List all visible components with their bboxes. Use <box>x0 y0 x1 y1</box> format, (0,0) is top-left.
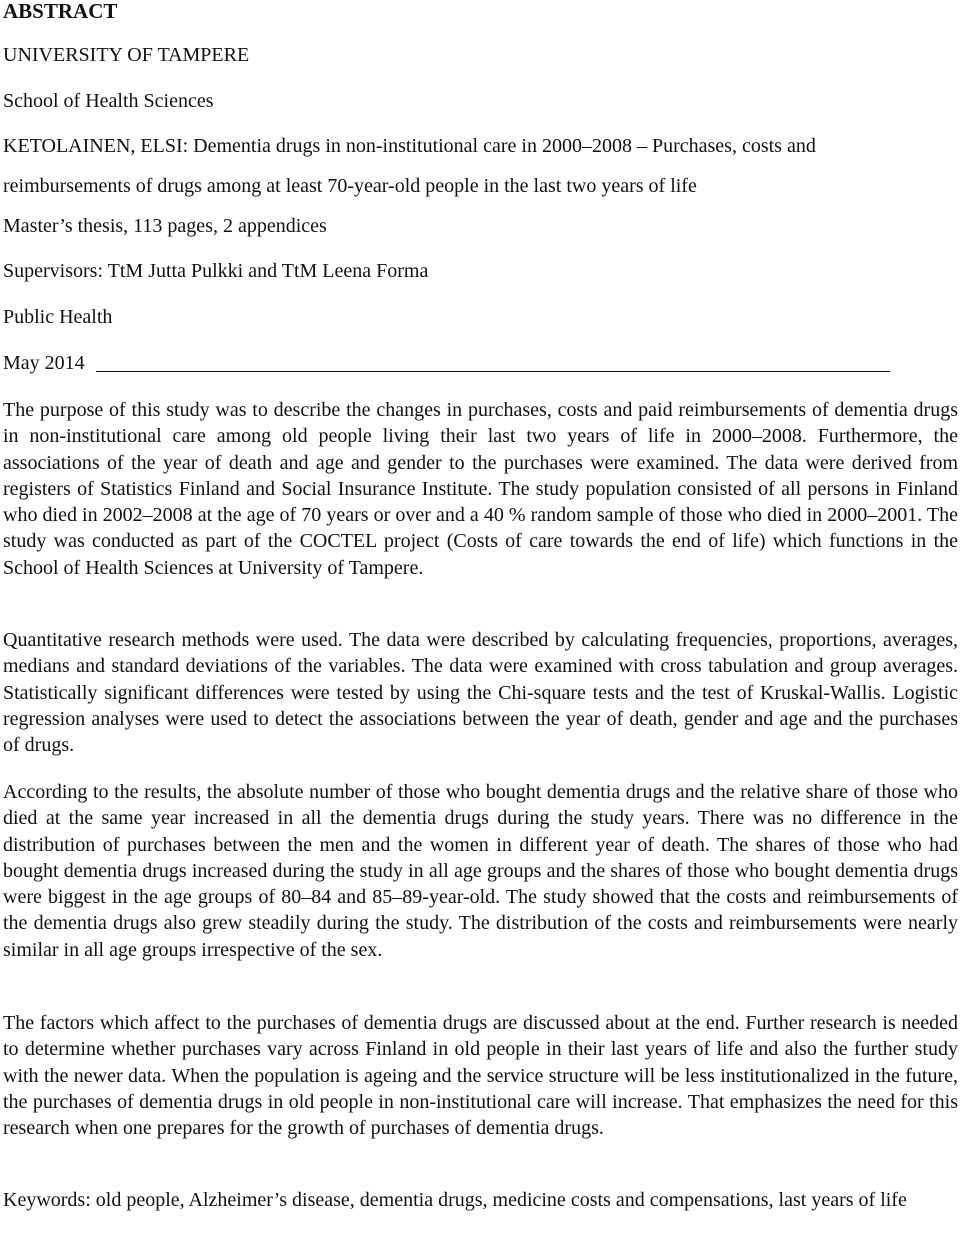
school-name: School of Health Sciences <box>3 90 214 112</box>
keywords: Keywords: old people, Alzheimer’s disease, dementia drugs, medicine costs and compensations, last years of life <box>3 1189 907 1211</box>
thesis-info: Master’s thesis, 113 pages, 2 appendices <box>3 215 327 237</box>
abstract-heading: ABSTRACT <box>3 0 118 23</box>
thesis-title-line-2: reimbursements of drugs among at least 70-year-old people in the last two years of life <box>3 175 697 197</box>
abstract-paragraph-2: Quantitative research methods were used. The data were described by calculating frequencies, proportions, averages, medians and standard deviations of the variables. The data were examined with cross tabulation and group averages. Statistically significant differences were tested by using the Chi-square tests and the test of Kruskal-Wallis. Logistic regression analyses were used to detect the associations between the year of death, gender and age and the purchases of drugs. <box>3 629 958 757</box>
supervisors: Supervisors: TtM Jutta Pulkki and TtM Leena Forma <box>3 260 429 282</box>
thesis-title-line-1: KETOLAINEN, ELSI: Dementia drugs in non-institutional care in 2000–2008 – Purchases, costs and <box>3 135 816 157</box>
abstract-paragraph-3: According to the results, the absolute number of those who bought dementia drugs and the relative share of those who died at the same year increased in all the dementia drugs during the study years. There was no difference in the distribution of purchases between the men and the women in different year of death. The shares of those who had bought dementia drugs increased during the study in all age groups and the shares of those who bought dementia drugs were biggest in the age groups of 80–84 and 85–89-year-old. The study showed that the costs and reimbursements of the dementia drugs also grew steadily during the study. The distribution of the costs and reimbursements were nearly similar in all age groups irrespective of the sex. <box>3 781 958 961</box>
header-divider <box>96 371 890 372</box>
thesis-date: May 2014 <box>3 352 85 374</box>
abstract-paragraph-1: The purpose of this study was to describe the changes in purchases, costs and paid reimbursements of dementia drugs in non-institutional care among old people living their last two years of life in 2000–2008. Furthermore, the associations of the year of death and age and gender to the purchases were examined. The data were derived from registers of Statistics Finland and Social Insurance Institute. The study population consisted of all persons in Finland who died in 2002–2008 at the age of 70 years or over and a 40 % random sample of those who died in 2000–2001. The study was conducted as part of the COCTEL project (Costs of care towards the end of life) which functions in the School of Health Sciences at University of Tampere. <box>3 399 958 579</box>
university-name: UNIVERSITY OF TAMPERE <box>3 44 250 66</box>
abstract-paragraph-4: The factors which affect to the purchases of dementia drugs are discussed about at the end. Further research is needed to determine whether purchases vary across Finland in old people in their last years of life and also the further study with the newer data. When the population is ageing and the service structure will be less institutionalized in the future, the purchases of dementia drugs in old people in non-institutional care will increase. That emphasizes the need for this research when one prepares for the growth of purchases of dementia drugs. <box>3 1012 958 1140</box>
subject: Public Health <box>3 306 113 328</box>
